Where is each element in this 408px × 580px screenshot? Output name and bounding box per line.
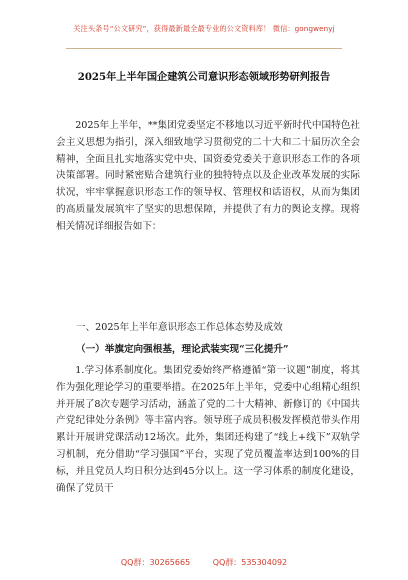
document-title: 2025年上半年国企建筑公司意识形态领域形势研判报告 [77,71,331,83]
body-paragraph [56,363,360,497]
subsection-heading: （一）举旗定向强根基，理论武装实现“三化提升” [76,344,289,355]
paragraph-text: 1.学习体系制度化。集团党委始终严格遵循“第一议题”制度，将其作为强化理论学习的重要举措。在2025年上半年，党委中心组精心组织并开展了8次专题学习活动，涵盖了党的二十大精神、新修订的《中国共产党纪律处分条例》等丰富内容。领导班子成员积极发挥模范带头作用累计开展讲党课活动12场次。此外，集团还构建了“线上+线下”双轨学习机制，充分借助“学习强国”平台，实现了党员覆盖率达到100%的目标，并且党员人均日积分达到45分以上。这一学习体系的制度化建设，确保了党员干 [56,365,360,494]
qq-group-1: QQ群：30265665 [120,558,191,567]
intro-text: 2025年上半年，**集团党委坚定不移地以习近平新时代中国特色社会主义思想为指引，深入细致地学习贯彻党的二十大和二十届历次全会精神，全面且扎实地落实党中央、国资委党委关于意识形态工作的各项决策部署。同时紧密贴合建筑行业的独特特点以及企业改革发展的实际状况，牢牢掌握意识形态工作的领导权、管理权和话语权，从而为集团的高质量发展筑牢了坚实的思想保障，并提供了有力的舆论支撑。现将相关情况详细报告如下： [56,120,360,232]
footer-contacts [0,557,408,568]
qq-group-2: QQ群：535304092 [212,558,288,567]
section-heading: 一、2025年上半年意识形态工作总体态势及成效 [76,322,283,333]
header-divider [66,48,342,49]
intro-paragraph [56,118,360,236]
promo-header: 关注头条号“公文研究”，获得最新最全最专业的公文资料库！ 微信：gongwenyj [73,24,335,33]
